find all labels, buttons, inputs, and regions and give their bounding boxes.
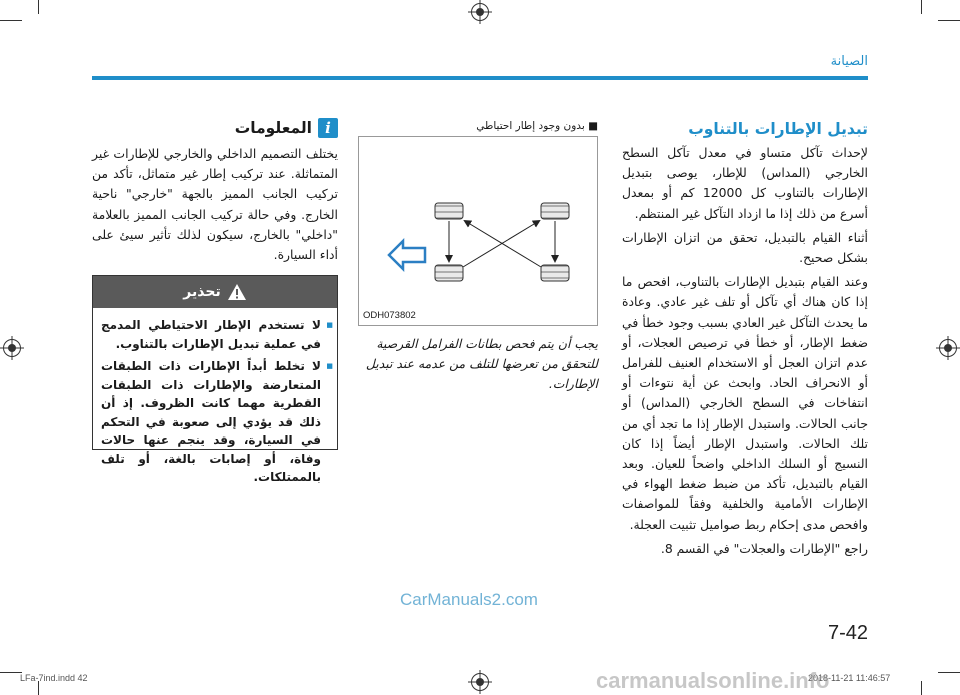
tire-rear-right-icon	[541, 265, 569, 281]
figure-note: يجب أن يتم فحص بطانات الفرامل القرصية للتحقق من تعرضها للتلف من عدمه عند تبديل الإطارات.	[365, 336, 598, 391]
registration-mark-right	[939, 339, 957, 357]
registration-mark-left	[3, 339, 21, 357]
registration-mark-bottom	[471, 673, 489, 691]
paragraph: راجع "الإطارات والعجلات" في القسم 8.	[660, 540, 868, 556]
crop-mark	[38, 0, 39, 14]
watermark-secondary: carmanualsonline.info	[596, 668, 830, 693]
info-title	[92, 118, 338, 138]
tire-rotation-heading: تبديل الإطارات بالتناوب	[688, 120, 868, 138]
tire-front-left-icon	[435, 203, 463, 219]
paragraph: أثناء القيام بالتبديل، تحقق من اتزان الإطارات بشكل صحيح.	[622, 229, 868, 266]
crop-mark	[921, 0, 922, 14]
warning-item: ■ لا تستخدم الإطار الاحتياطي المدمج في عملية تبديل الإطارات بالتناوب.	[101, 316, 321, 353]
figure-caption: ■ بدون وجود إطار احتياطي	[476, 120, 598, 132]
warning-item: ■ لا تخلط أبداً الإطارات ذات الطبقات المتعارضة والإطارات ذات الطبقات القطرية مهما كانت الظروف. إذ أن ذلك قد يؤدي إلى صعوبة في التحكم في السيارة، وقد ينجم عنها حالات وفاة، أو إصابات بالغة، أو تلف بالممتلكات.	[101, 357, 321, 487]
file-name: LFa-7ind.indd 42	[20, 673, 88, 683]
info-icon: i	[318, 118, 338, 138]
crop-mark	[38, 681, 39, 695]
tire-rear-left-icon	[435, 265, 463, 281]
warning-triangle-icon	[227, 283, 247, 301]
crop-mark	[0, 672, 22, 673]
tire-rotation-section	[622, 118, 868, 563]
figure-code: ODH073802	[363, 310, 416, 321]
page-number: 7-42	[827, 622, 868, 644]
crop-mark	[0, 20, 22, 21]
rotation-figure-block	[358, 120, 598, 394]
crop-mark	[938, 672, 960, 673]
warning-title: تحذير	[183, 284, 221, 300]
warning-box	[92, 275, 338, 484]
registration-mark-top	[471, 3, 489, 21]
section-title: الصيانة	[830, 54, 868, 69]
crop-mark	[921, 681, 922, 695]
paragraph: وعند القيام بتبديل الإطارات بالتناوب، افحص ما إذا كان هناك أي تآكل أو تلف غير عادي. وعادة ما يحدث التآكل غير العادي بسبب وجود خطأ في ضغط الإطار، أو خطأ في ترصيص العجلات، أو عدم اتزان العجل أو الاستخدام العنيف للفرامل أو الانحراف الحاد. وابحث عن أية نتوءات أو انتفاخات في السطح الخارجي (المداس) أو جانب الحالات. واستبدل الإطار إذا ما تجد أي من تلك الحالات. واستبدل الإطار أيضاً إذا كان النسيج أو السلك الداخلي واضحاً للعيان. وبعد القيام بالتبديل، تأكد من ضبط ضغط الهواء في الإطارات الأمامية والخلفية وفقاً للمواصفات وافحص مدى إحكام ربط صواميل تثبيت العجلة.	[622, 274, 868, 532]
vehicle-front-arrow-icon	[389, 241, 425, 269]
paragraph: لإحداث تآكل متساو في معدل تآكل السطح الخارجي (المداس) للإطار، يوصى بتبديل الإطارات بالتناوب كل 12000 كم أو بمعدل أسرع من ذلك إذا ما ازداد التآكل غير المنتظم.	[622, 145, 868, 221]
watermark: CarManuals2.com	[400, 590, 538, 609]
info-text: يختلف التصميم الداخلي والخارجي للإطارات غير المتماثلة. عند تركيب إطار غير متماثل، تأكد من تركيب الجانب المميز بالجهة "خارجي" ناحية الخارج. وفي حالة تركيب الجانب المميز بالعلامة "داخلي" بالخارج، سيكون لذلك تأثير سيئ على أداء السيارة.	[92, 146, 338, 263]
info-note	[92, 118, 338, 265]
rotation-diagram-svg	[359, 137, 597, 325]
print-timestamp: 2018-11-21 11:46:57	[808, 673, 891, 683]
warning-header	[93, 276, 337, 308]
rotation-diagram	[358, 136, 598, 326]
warning-list	[93, 308, 337, 497]
info-title-text: المعلومات	[234, 119, 312, 137]
crop-mark	[938, 20, 960, 21]
header-rule	[92, 76, 868, 80]
tire-front-right-icon	[541, 203, 569, 219]
